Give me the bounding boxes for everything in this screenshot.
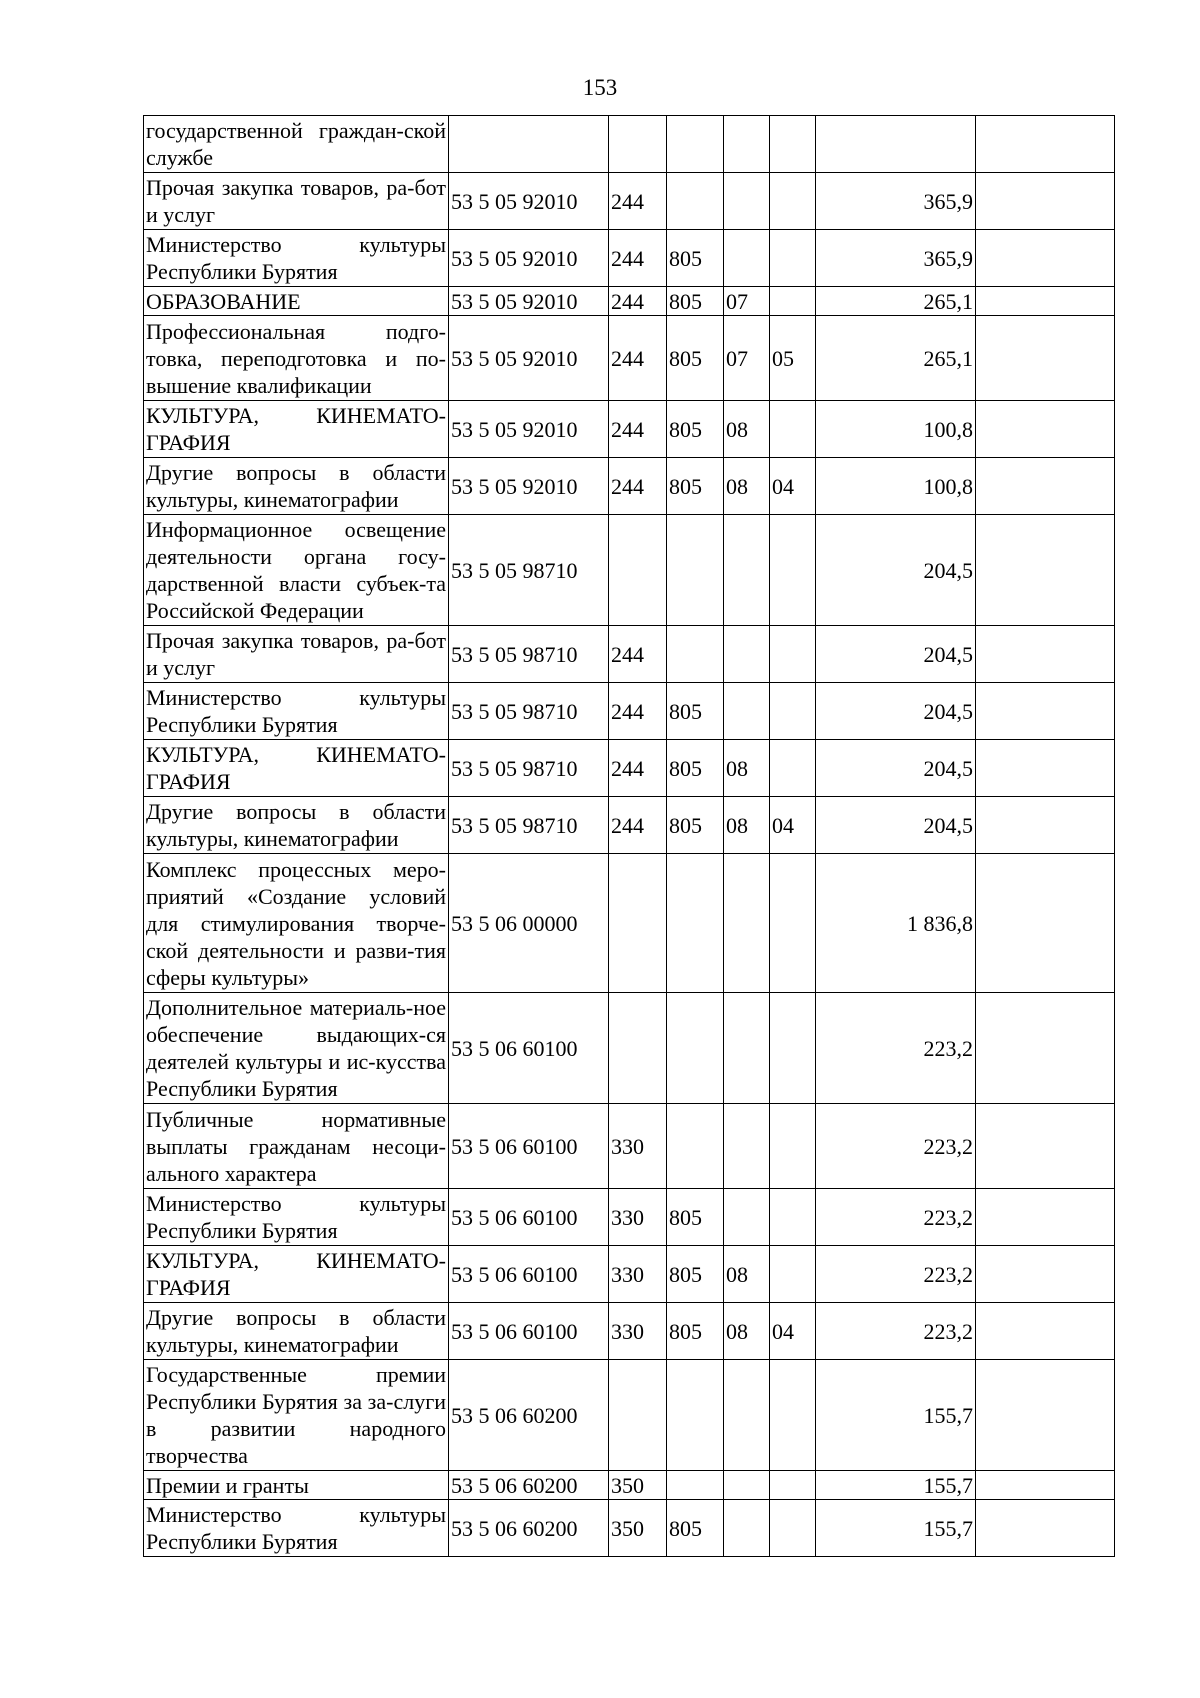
row-expense-type-cell: 350 xyxy=(609,1471,667,1500)
table-row xyxy=(144,854,1115,993)
row-ministry-code-cell xyxy=(667,116,724,173)
row-ministry-code-cell: 805 xyxy=(667,1500,724,1557)
row-section-cell: 08 xyxy=(724,1303,770,1360)
row-section-cell xyxy=(724,515,770,626)
row-target-article-cell: 53 5 06 60100 xyxy=(449,1246,609,1303)
row-subsection-cell xyxy=(770,683,816,740)
row-extra-cell xyxy=(976,626,1115,683)
row-target-article-cell: 53 5 05 98710 xyxy=(449,740,609,797)
row-expense-type-cell: 244 xyxy=(609,458,667,515)
row-expense-type-cell: 330 xyxy=(609,1189,667,1246)
row-name-cell: КУЛЬТУРА, КИНЕМАТО-ГРАФИЯ xyxy=(144,401,449,458)
row-name-cell: Министерство культуры Республики Бурятия xyxy=(144,230,449,287)
row-ministry-code-cell: 805 xyxy=(667,1246,724,1303)
row-section-cell xyxy=(724,1471,770,1500)
row-extra-cell xyxy=(976,854,1115,993)
row-subsection-cell xyxy=(770,401,816,458)
table-row xyxy=(144,1471,1115,1500)
row-name-cell: Информационное освещение деятельности органа госу-дарственной власти субъек-та Российской Федерации xyxy=(144,515,449,626)
row-ministry-code-cell xyxy=(667,626,724,683)
row-subsection-cell xyxy=(770,740,816,797)
row-ministry-code-cell xyxy=(667,993,724,1104)
row-section-cell xyxy=(724,993,770,1104)
row-expense-type-cell: 244 xyxy=(609,230,667,287)
row-target-article-cell xyxy=(449,116,609,173)
row-ministry-code-cell: 805 xyxy=(667,287,724,316)
row-amount-cell: 204,5 xyxy=(816,797,976,854)
row-ministry-code-cell: 805 xyxy=(667,316,724,401)
row-target-article-cell: 53 5 05 92010 xyxy=(449,316,609,401)
row-name-cell: Публичные нормативные выплаты гражданам несоци-ального характера xyxy=(144,1104,449,1189)
row-target-article-cell: 53 5 06 60200 xyxy=(449,1360,609,1471)
row-amount-cell: 223,2 xyxy=(816,1303,976,1360)
row-expense-type-cell: 330 xyxy=(609,1303,667,1360)
table-row xyxy=(144,515,1115,626)
row-section-cell: 08 xyxy=(724,1246,770,1303)
row-extra-cell xyxy=(976,797,1115,854)
row-ministry-code-cell: 805 xyxy=(667,1303,724,1360)
table-row xyxy=(144,1500,1115,1557)
row-subsection-cell: 04 xyxy=(770,797,816,854)
row-extra-cell xyxy=(976,740,1115,797)
row-section-cell: 08 xyxy=(724,458,770,515)
row-target-article-cell: 53 5 06 60200 xyxy=(449,1471,609,1500)
row-amount-cell: 365,9 xyxy=(816,230,976,287)
row-name-cell: Комплекс процессных меро-приятий «Создание условий для стимулирования творче-ской деятельности и разви-тия сферы культуры» xyxy=(144,854,449,993)
table-row xyxy=(144,230,1115,287)
row-target-article-cell: 53 5 06 60100 xyxy=(449,1189,609,1246)
row-extra-cell xyxy=(976,1303,1115,1360)
row-section-cell: 08 xyxy=(724,740,770,797)
row-target-article-cell: 53 5 05 92010 xyxy=(449,401,609,458)
row-subsection-cell: 05 xyxy=(770,316,816,401)
row-subsection-cell xyxy=(770,1360,816,1471)
row-target-article-cell: 53 5 05 92010 xyxy=(449,458,609,515)
row-target-article-cell: 53 5 05 98710 xyxy=(449,515,609,626)
row-expense-type-cell xyxy=(609,993,667,1104)
row-subsection-cell xyxy=(770,287,816,316)
row-expense-type-cell: 330 xyxy=(609,1104,667,1189)
row-expense-type-cell: 330 xyxy=(609,1246,667,1303)
row-name-cell: государственной граждан-ской службе xyxy=(144,116,449,173)
table-row xyxy=(144,287,1115,316)
row-expense-type-cell: 244 xyxy=(609,740,667,797)
row-section-cell: 07 xyxy=(724,287,770,316)
row-ministry-code-cell xyxy=(667,1104,724,1189)
row-ministry-code-cell xyxy=(667,1471,724,1500)
row-amount-cell: 204,5 xyxy=(816,515,976,626)
row-expense-type-cell: 244 xyxy=(609,797,667,854)
row-expense-type-cell xyxy=(609,854,667,993)
row-amount-cell: 204,5 xyxy=(816,683,976,740)
row-name-cell: Прочая закупка товаров, ра-бот и услуг xyxy=(144,173,449,230)
table-row xyxy=(144,626,1115,683)
row-extra-cell xyxy=(976,683,1115,740)
table-row xyxy=(144,740,1115,797)
row-subsection-cell xyxy=(770,1471,816,1500)
row-expense-type-cell: 244 xyxy=(609,173,667,230)
row-ministry-code-cell: 805 xyxy=(667,797,724,854)
row-target-article-cell: 53 5 05 92010 xyxy=(449,287,609,316)
table-row xyxy=(144,1246,1115,1303)
row-extra-cell xyxy=(976,1189,1115,1246)
row-name-cell: Другие вопросы в области культуры, кинематографии xyxy=(144,797,449,854)
row-name-cell: Министерство культуры Республики Бурятия xyxy=(144,1500,449,1557)
row-extra-cell xyxy=(976,1246,1115,1303)
budget-table xyxy=(143,115,1115,1557)
row-ministry-code-cell: 805 xyxy=(667,230,724,287)
row-amount-cell: 223,2 xyxy=(816,1246,976,1303)
page-number: 153 xyxy=(582,75,618,100)
row-amount-cell: 204,5 xyxy=(816,626,976,683)
row-name-cell: Государственные премии Республики Бурятия за за-слуги в развитии народного творчества xyxy=(144,1360,449,1471)
row-expense-type-cell: 244 xyxy=(609,683,667,740)
row-section-cell xyxy=(724,683,770,740)
row-extra-cell xyxy=(976,1360,1115,1471)
row-section-cell xyxy=(724,1189,770,1246)
row-section-cell: 07 xyxy=(724,316,770,401)
row-name-cell: Дополнительное материаль-ное обеспечение выдающих-ся деятелей культуры и ис-кусства Республики Бурятия xyxy=(144,993,449,1104)
row-subsection-cell xyxy=(770,1500,816,1557)
row-name-cell: Другие вопросы в области культуры, кинематографии xyxy=(144,1303,449,1360)
row-extra-cell xyxy=(976,287,1115,316)
table-row xyxy=(144,797,1115,854)
row-extra-cell xyxy=(976,316,1115,401)
row-target-article-cell: 53 5 06 60100 xyxy=(449,1104,609,1189)
row-extra-cell xyxy=(976,401,1115,458)
row-target-article-cell: 53 5 06 60200 xyxy=(449,1500,609,1557)
table-row xyxy=(144,316,1115,401)
row-subsection-cell: 04 xyxy=(770,458,816,515)
row-amount-cell: 1 836,8 xyxy=(816,854,976,993)
table-row xyxy=(144,1360,1115,1471)
row-extra-cell xyxy=(976,1104,1115,1189)
row-section-cell xyxy=(724,116,770,173)
table-row xyxy=(144,458,1115,515)
row-section-cell xyxy=(724,1500,770,1557)
row-target-article-cell: 53 5 06 60100 xyxy=(449,1303,609,1360)
row-expense-type-cell: 350 xyxy=(609,1500,667,1557)
row-amount-cell: 100,8 xyxy=(816,458,976,515)
row-section-cell xyxy=(724,173,770,230)
row-extra-cell xyxy=(976,173,1115,230)
row-target-article-cell: 53 5 05 98710 xyxy=(449,626,609,683)
row-subsection-cell xyxy=(770,1246,816,1303)
row-target-article-cell: 53 5 06 00000 xyxy=(449,854,609,993)
table-row xyxy=(144,1189,1115,1246)
row-target-article-cell: 53 5 05 98710 xyxy=(449,683,609,740)
row-name-cell: Министерство культуры Республики Бурятия xyxy=(144,683,449,740)
row-subsection-cell xyxy=(770,1189,816,1246)
table-row xyxy=(144,993,1115,1104)
row-extra-cell xyxy=(976,993,1115,1104)
row-expense-type-cell xyxy=(609,1360,667,1471)
table-row xyxy=(144,401,1115,458)
row-subsection-cell xyxy=(770,1104,816,1189)
row-name-cell: Прочая закупка товаров, ра-бот и услуг xyxy=(144,626,449,683)
row-amount-cell: 223,2 xyxy=(816,1104,976,1189)
table-row xyxy=(144,173,1115,230)
row-ministry-code-cell: 805 xyxy=(667,458,724,515)
row-amount-cell: 155,7 xyxy=(816,1360,976,1471)
row-name-cell: Профессиональная подго-товка, переподготовка и по-вышение квалификации xyxy=(144,316,449,401)
row-extra-cell xyxy=(976,1471,1115,1500)
row-section-cell xyxy=(724,626,770,683)
row-name-cell: КУЛЬТУРА, КИНЕМАТО-ГРАФИЯ xyxy=(144,740,449,797)
row-amount-cell: 100,8 xyxy=(816,401,976,458)
row-ministry-code-cell: 805 xyxy=(667,401,724,458)
row-ministry-code-cell xyxy=(667,854,724,993)
row-section-cell xyxy=(724,230,770,287)
table-row xyxy=(144,116,1115,173)
row-name-cell: Другие вопросы в области культуры, кинематографии xyxy=(144,458,449,515)
table-row xyxy=(144,1303,1115,1360)
row-amount-cell: 155,7 xyxy=(816,1471,976,1500)
row-subsection-cell xyxy=(770,626,816,683)
row-ministry-code-cell: 805 xyxy=(667,740,724,797)
row-subsection-cell xyxy=(770,116,816,173)
row-subsection-cell xyxy=(770,515,816,626)
row-name-cell: КУЛЬТУРА, КИНЕМАТО-ГРАФИЯ xyxy=(144,1246,449,1303)
row-ministry-code-cell xyxy=(667,1360,724,1471)
row-target-article-cell: 53 5 05 92010 xyxy=(449,230,609,287)
row-amount-cell: 265,1 xyxy=(816,287,976,316)
table-row xyxy=(144,1104,1115,1189)
row-amount-cell: 265,1 xyxy=(816,316,976,401)
row-section-cell xyxy=(724,1104,770,1189)
row-amount-cell: 223,2 xyxy=(816,993,976,1104)
row-name-cell: Министерство культуры Республики Бурятия xyxy=(144,1189,449,1246)
row-expense-type-cell: 244 xyxy=(609,287,667,316)
row-amount-cell: 365,9 xyxy=(816,173,976,230)
row-section-cell: 08 xyxy=(724,401,770,458)
row-target-article-cell: 53 5 06 60100 xyxy=(449,993,609,1104)
row-section-cell: 08 xyxy=(724,797,770,854)
row-expense-type-cell: 244 xyxy=(609,401,667,458)
row-expense-type-cell: 244 xyxy=(609,626,667,683)
row-expense-type-cell xyxy=(609,116,667,173)
row-amount-cell: 223,2 xyxy=(816,1189,976,1246)
row-subsection-cell xyxy=(770,230,816,287)
row-section-cell xyxy=(724,854,770,993)
row-subsection-cell xyxy=(770,993,816,1104)
row-expense-type-cell xyxy=(609,515,667,626)
row-extra-cell xyxy=(976,515,1115,626)
row-expense-type-cell: 244 xyxy=(609,316,667,401)
table-row xyxy=(144,683,1115,740)
row-name-cell: ОБРАЗОВАНИЕ xyxy=(144,287,449,316)
row-ministry-code-cell: 805 xyxy=(667,1189,724,1246)
row-extra-cell xyxy=(976,458,1115,515)
row-extra-cell xyxy=(976,116,1115,173)
row-amount-cell xyxy=(816,116,976,173)
row-amount-cell: 204,5 xyxy=(816,740,976,797)
row-subsection-cell xyxy=(770,173,816,230)
row-amount-cell: 155,7 xyxy=(816,1500,976,1557)
row-target-article-cell: 53 5 05 98710 xyxy=(449,797,609,854)
row-ministry-code-cell: 805 xyxy=(667,683,724,740)
row-subsection-cell: 04 xyxy=(770,1303,816,1360)
row-subsection-cell xyxy=(770,854,816,993)
row-target-article-cell: 53 5 05 92010 xyxy=(449,173,609,230)
row-ministry-code-cell xyxy=(667,515,724,626)
row-name-cell: Премии и гранты xyxy=(144,1471,449,1500)
row-section-cell xyxy=(724,1360,770,1471)
row-ministry-code-cell xyxy=(667,173,724,230)
row-extra-cell xyxy=(976,230,1115,287)
row-extra-cell xyxy=(976,1500,1115,1557)
